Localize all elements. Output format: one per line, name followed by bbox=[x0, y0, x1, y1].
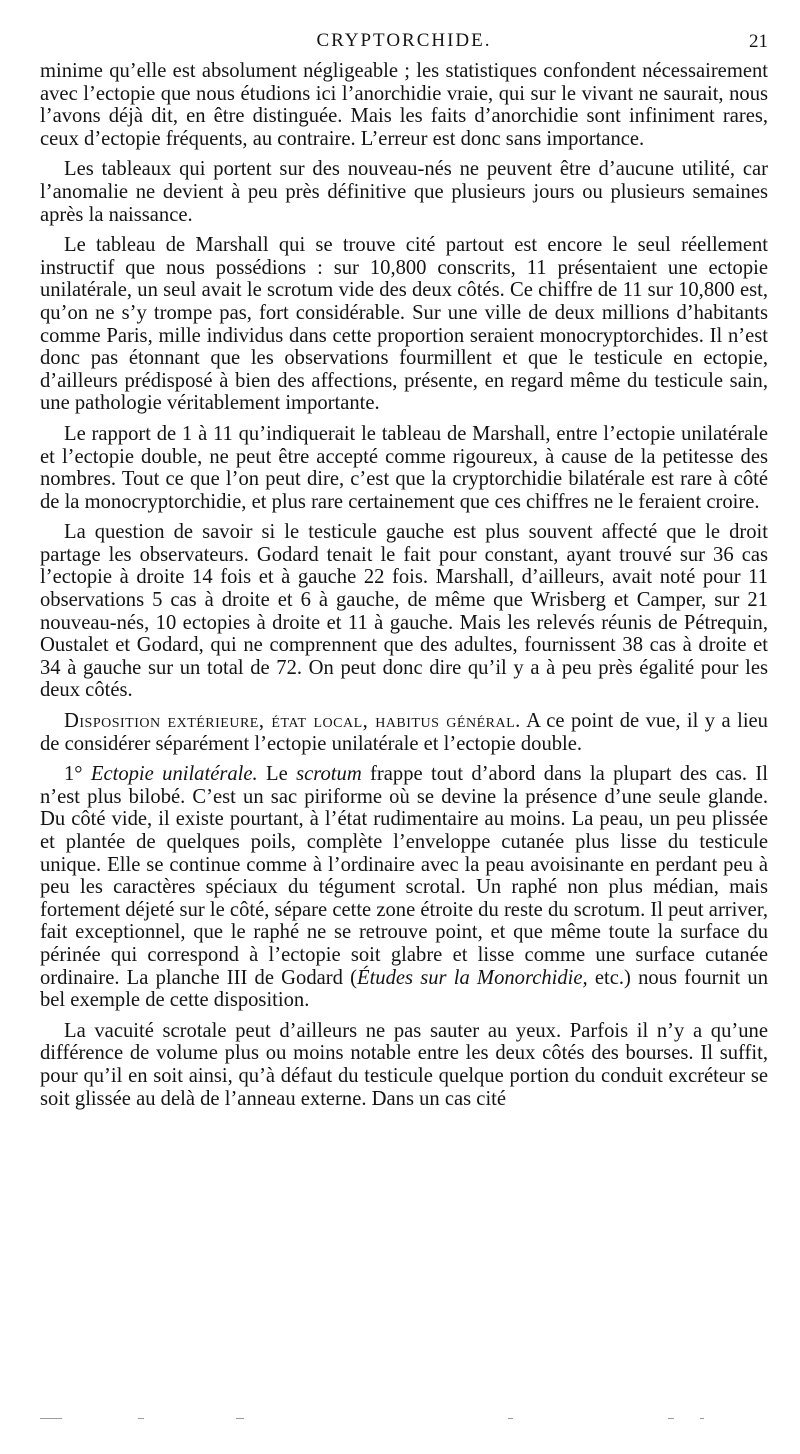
emphasis-scrotum: scrotum bbox=[296, 763, 362, 786]
paragraph-7 bbox=[40, 763, 768, 1012]
section-heading: Disposition extérieure, état local, habitus général. bbox=[64, 710, 521, 733]
paragraph-6 bbox=[40, 710, 768, 755]
paragraph-8: La vacuité scrotale peut d’ailleurs ne pas sauter au yeux. Parfois il n’y a qu’une différence de volume plus ou moins notable entre les deux côtés des bourses. Il suffit, pour qu’il en soit ainsi, qu’à défaut du testicule quelque portion du conduit excréteur se soit glissée au delà de l’anneau externe. Dans un cas cité bbox=[40, 1019, 768, 1110]
running-title: CRYPTORCHIDE. bbox=[316, 30, 492, 51]
paragraph-7-text-c: etc.) nous fournit un bel exemple de cette disposition. bbox=[40, 966, 768, 1012]
cited-work-title: Études sur la Monorchidie, bbox=[356, 966, 588, 989]
page-number: 21 bbox=[749, 31, 768, 52]
paragraph-3: Le tableau de Marshall qui se trouve cité partout est encore le seul réellement instructif que nous possédions : sur 10,800 conscrits, 11 présentaient une ectopie unilatérale, un seul avait le scrotum vide des deux côtés. Ce chiffre de 11 sur 10,800 est, qu’on ne s’y trompe pas, fort considérable. Sur une ville de deux millions d’habitants comme Paris, mille individus dans cette proportion seraient monocryptorchides. Il n’est donc pas étonnant que les observations fourmillent et que le testicule en ectopie, d’ailleurs prédisposé à bien des affections, présente, en regard même du testicule sain, une pathologie véritablement importante. bbox=[40, 234, 768, 415]
body-text bbox=[40, 60, 768, 1118]
paragraph-6-text: A ce point de vue, il y a lieu de considérer séparément l’ectopie unilatérale et l’ectopie double. bbox=[40, 710, 768, 755]
paragraph-1: minime qu’elle est absolument négligeable ; les statistiques confondent nécessairement avec l’ectopie que nous étudions ici l’anorchidie vraie, qui sur le vivant ne saurait, nous l’avons déjà dit, en être distinguée. Mais les faits d’anorchidie sont infiniment rares, ceux d’ectopie fréquents, au contraire. L’erreur est donc sans importance. bbox=[40, 60, 768, 150]
paragraph-5: La question de savoir si le testicule gauche est plus souvent affecté que le droit partage les observateurs. Godard tenait le fait pour constant, ayant trouvé sur 36 cas l’ectopie à droite 14 fois et à gauche 22 fois. Marshall, d’ailleurs, avait noté pour 11 observations 5 cas à droite et 6 à gauche, de même que Wrisberg et Camper, sur 21 nouveau-nés, 10 ectopies à droite et 11 à gauche. Mais les relevés réunis de Pétrequin, Oustalet et Godard, qui ne comprennent que des adultes, fournissent 38 cas à droite et 34 à gauche sur un total de 72. On peut donc dire qu’il y a à peu près égalité pour les deux côtés. bbox=[40, 521, 768, 702]
subsection-title: Ectopie unilatérale. bbox=[90, 763, 258, 786]
page-header bbox=[40, 30, 768, 56]
paragraph-4: Le rapport de 1 à 11 qu’indiquerait le tableau de Marshall, entre l’ectopie unilatérale et l’ectopie double, ne peut être accepté comme rigoureux, à cause de la petitesse des nombres. Tout ce que l’on peut dire, c’est que la cryptorchidie bilatérale est rare à côté de la monocryptorchidie, et plus rare certainement que ces chiffres ne le feraient croire. bbox=[40, 422, 768, 513]
paragraph-7-text-b: frappe tout d’abord dans la plupart des cas. Il n’est plus bilobé. C’est un sac piriforme où se devine la présence d’une seule glande. Du côté vide, il existe pourtant, à l’état rudimentaire au moins. La peau, un peu plissée et plantée de quelques poils, complète l’enveloppe cutanée plus lisse du testicule unique. Elle se continue comme à l’ordinaire avec la peau avoisinante en perdant peu à peu les caractères spéciaux du tégument scrotal. Un raphé non plus médian, mais fortement déjeté sur le côté, sépare cette zone étroite du reste du scrotum. Il peut arriver, fait exceptionnel, que le raphé ne se retrouve point, et que même toute la surface du périnée qui correspond à l’ectopie soit glabre et lisse comme une surface cutanée ordinaire. La planche III de Godard ( bbox=[40, 763, 768, 989]
subsection-number: 1° bbox=[64, 763, 91, 786]
paragraph-2: Les tableaux qui portent sur des nouveau-nés ne peuvent être d’aucune utilité, car l’anomalie ne devient à peu près définitive que plusieurs jours ou plusieurs semaines après la naissance. bbox=[40, 158, 768, 226]
scan-edge-marks bbox=[40, 1418, 768, 1422]
paragraph-7-text-a: Le bbox=[257, 763, 297, 786]
